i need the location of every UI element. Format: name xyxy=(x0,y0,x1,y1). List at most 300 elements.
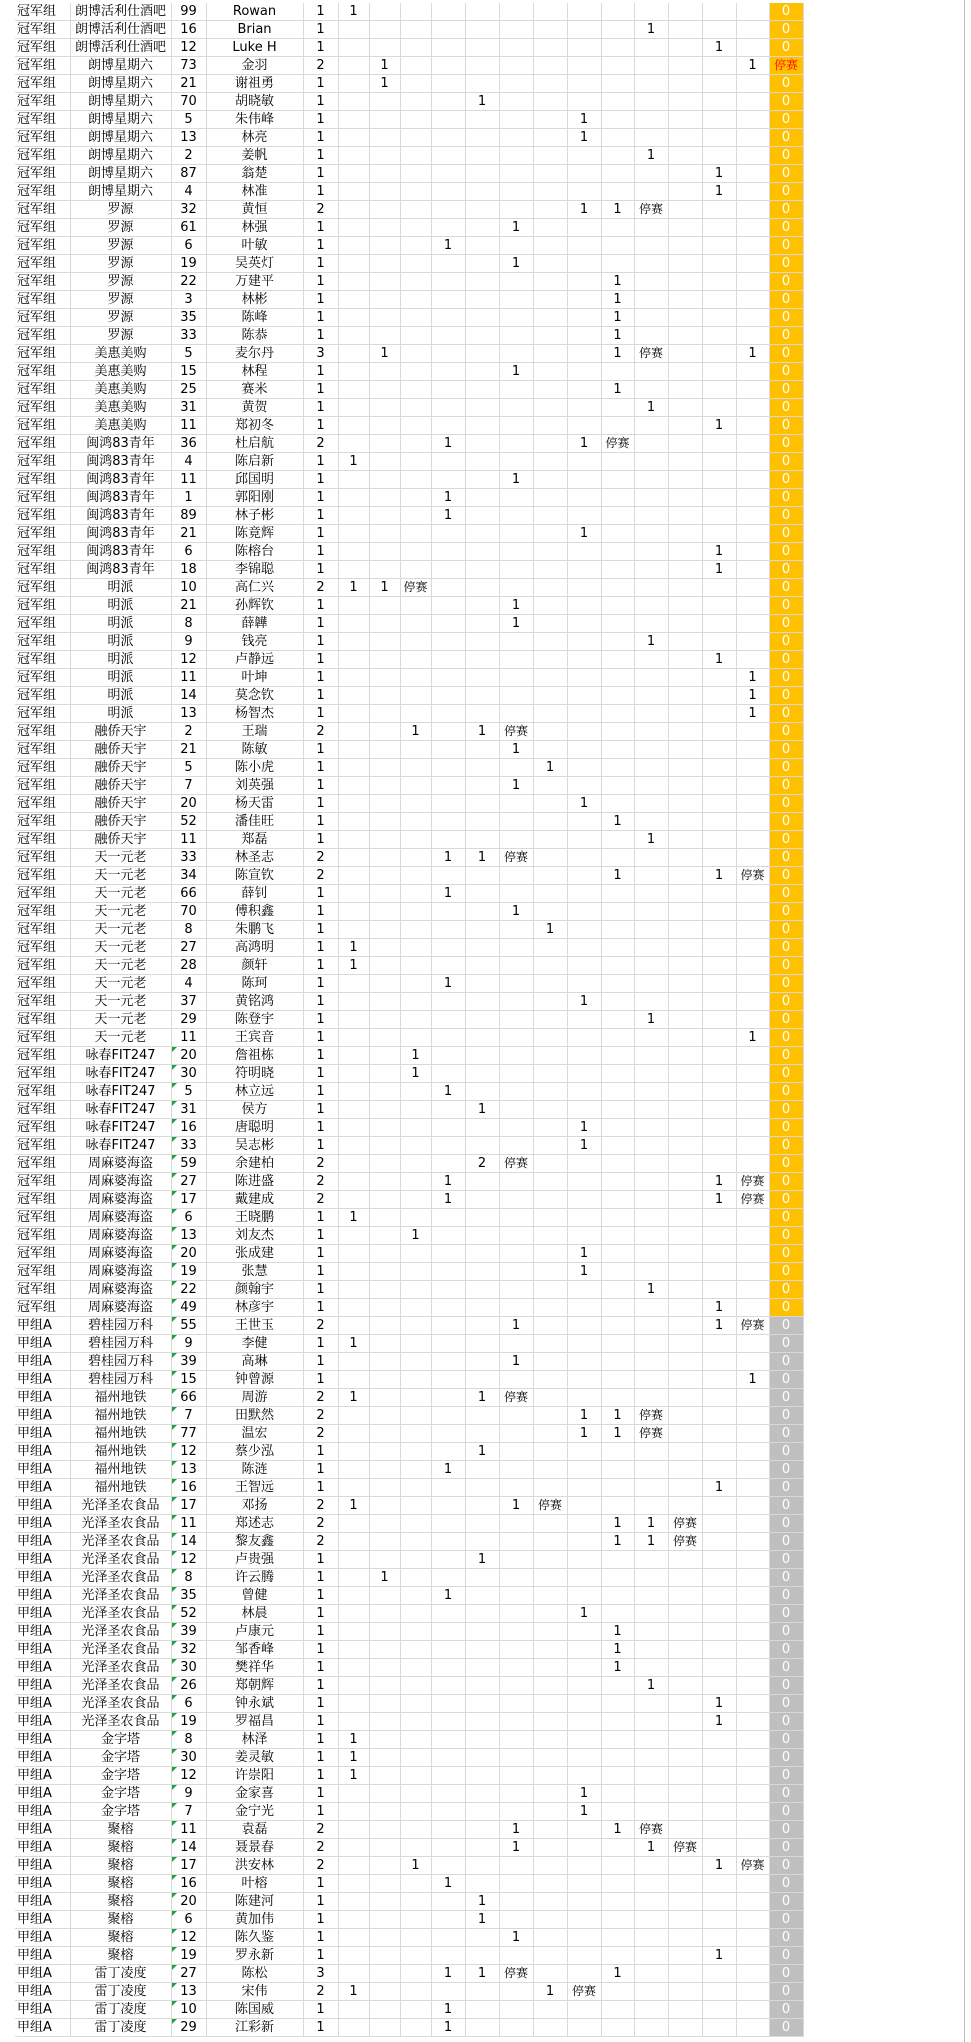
match-cell[interactable] xyxy=(601,939,634,957)
number-cell[interactable]: 21 xyxy=(171,741,206,759)
match-cell[interactable] xyxy=(400,1245,431,1263)
match-cell[interactable] xyxy=(567,471,601,489)
match-cell[interactable] xyxy=(601,1011,634,1029)
match-cell[interactable] xyxy=(736,1353,769,1371)
group-cell[interactable]: 甲组A xyxy=(15,1443,70,1461)
match-cell[interactable] xyxy=(369,1137,400,1155)
team-cell[interactable]: 周麻婆海盗 xyxy=(70,1281,171,1299)
team-cell[interactable]: 闽鸿83青年 xyxy=(70,471,171,489)
match-cell[interactable] xyxy=(431,597,465,615)
match-cell[interactable] xyxy=(369,1605,400,1623)
number-cell[interactable]: 15 xyxy=(171,1371,206,1389)
match-cell[interactable] xyxy=(338,417,369,435)
group-cell[interactable]: 冠军组 xyxy=(15,615,70,633)
match-cell[interactable] xyxy=(736,1497,769,1515)
match-cell[interactable] xyxy=(736,903,769,921)
match-cell[interactable]: 1 xyxy=(702,1947,736,1965)
status-cell[interactable]: 0 xyxy=(769,1929,803,1947)
group-cell[interactable]: 冠军组 xyxy=(15,129,70,147)
match-cell[interactable] xyxy=(736,597,769,615)
status-cell[interactable]: 0 xyxy=(769,903,803,921)
match-cell[interactable] xyxy=(338,1785,369,1803)
match-cell[interactable] xyxy=(634,795,668,813)
number-cell[interactable]: 55 xyxy=(171,1317,206,1335)
match-cell[interactable] xyxy=(668,525,702,543)
match-cell[interactable] xyxy=(338,237,369,255)
match-cell[interactable] xyxy=(499,273,533,291)
match-cell[interactable]: 1 xyxy=(601,1425,634,1443)
match-cell[interactable]: 1 xyxy=(567,129,601,147)
match-cell[interactable] xyxy=(369,1173,400,1191)
match-cell[interactable] xyxy=(668,237,702,255)
match-cell[interactable] xyxy=(431,219,465,237)
match-cell[interactable] xyxy=(533,633,567,651)
match-cell[interactable] xyxy=(736,759,769,777)
team-cell[interactable]: 明派 xyxy=(70,633,171,651)
group-cell[interactable]: 甲组A xyxy=(15,1659,70,1677)
status-cell[interactable]: 0 xyxy=(769,507,803,525)
match-cell[interactable] xyxy=(533,327,567,345)
match-cell[interactable] xyxy=(499,75,533,93)
match-cell[interactable]: 1 xyxy=(465,93,499,111)
match-cell[interactable] xyxy=(736,111,769,129)
match-cell[interactable] xyxy=(702,1605,736,1623)
number-cell[interactable]: 19 xyxy=(171,1263,206,1281)
match-cell[interactable] xyxy=(702,1767,736,1785)
match-cell[interactable] xyxy=(668,1227,702,1245)
match-cell[interactable] xyxy=(465,633,499,651)
match-cell[interactable] xyxy=(400,1965,431,1983)
match-cell[interactable] xyxy=(634,651,668,669)
match-cell[interactable] xyxy=(400,1911,431,1929)
match-cell[interactable] xyxy=(736,2001,769,2019)
match-cell[interactable] xyxy=(567,1569,601,1587)
match-cell[interactable] xyxy=(702,345,736,363)
number-cell[interactable]: 14 xyxy=(171,687,206,705)
match-cell[interactable] xyxy=(634,219,668,237)
match-cell[interactable] xyxy=(465,1083,499,1101)
player-name-cell[interactable]: 林亮 xyxy=(206,129,303,147)
match-cell[interactable]: 1 xyxy=(567,1803,601,1821)
match-cell[interactable] xyxy=(465,1299,499,1317)
match-cell[interactable] xyxy=(465,1839,499,1857)
match-cell[interactable] xyxy=(668,1695,702,1713)
match-cell[interactable] xyxy=(702,1083,736,1101)
match-cell[interactable]: 1 xyxy=(499,1497,533,1515)
number-cell[interactable]: 21 xyxy=(171,525,206,543)
match-cell[interactable] xyxy=(702,723,736,741)
match-cell[interactable] xyxy=(567,669,601,687)
status-cell[interactable]: 0 xyxy=(769,525,803,543)
match-cell[interactable] xyxy=(369,435,400,453)
match-cell[interactable] xyxy=(431,1353,465,1371)
match-cell[interactable] xyxy=(465,1749,499,1767)
match-cell[interactable] xyxy=(702,1155,736,1173)
number-cell[interactable]: 1 xyxy=(171,489,206,507)
match-cell[interactable] xyxy=(702,1101,736,1119)
match-cell[interactable] xyxy=(431,1551,465,1569)
match-cell[interactable] xyxy=(431,1497,465,1515)
match-cell[interactable]: 1 xyxy=(702,39,736,57)
match-cell[interactable] xyxy=(601,21,634,39)
match-cell[interactable] xyxy=(499,579,533,597)
team-cell[interactable]: 金字塔 xyxy=(70,1731,171,1749)
match-cell[interactable] xyxy=(400,1641,431,1659)
match-cell[interactable] xyxy=(431,1947,465,1965)
number-cell[interactable]: 5 xyxy=(171,345,206,363)
number-cell[interactable]: 15 xyxy=(171,363,206,381)
match-cell[interactable] xyxy=(400,597,431,615)
count-cell[interactable]: 2 xyxy=(303,1497,338,1515)
number-cell[interactable]: 22 xyxy=(171,273,206,291)
group-cell[interactable]: 甲组A xyxy=(15,1965,70,1983)
match-cell[interactable] xyxy=(338,1245,369,1263)
match-cell[interactable] xyxy=(668,327,702,345)
match-cell[interactable] xyxy=(400,1209,431,1227)
match-cell[interactable] xyxy=(567,903,601,921)
match-cell[interactable] xyxy=(533,1533,567,1551)
match-cell[interactable] xyxy=(431,57,465,75)
match-cell[interactable] xyxy=(736,291,769,309)
match-cell[interactable] xyxy=(465,1875,499,1893)
match-cell[interactable] xyxy=(431,75,465,93)
match-cell[interactable] xyxy=(369,1353,400,1371)
match-cell[interactable] xyxy=(369,993,400,1011)
match-cell[interactable] xyxy=(736,1407,769,1425)
match-cell[interactable] xyxy=(499,687,533,705)
match-cell[interactable] xyxy=(567,1011,601,1029)
player-name-cell[interactable]: 胡晓敏 xyxy=(206,93,303,111)
count-cell[interactable]: 1 xyxy=(303,129,338,147)
status-cell[interactable]: 0 xyxy=(769,237,803,255)
match-cell[interactable] xyxy=(465,183,499,201)
match-cell[interactable] xyxy=(369,1083,400,1101)
count-cell[interactable]: 2 xyxy=(303,435,338,453)
match-cell[interactable] xyxy=(634,1263,668,1281)
count-cell[interactable]: 1 xyxy=(303,813,338,831)
match-cell[interactable] xyxy=(736,1569,769,1587)
match-cell[interactable] xyxy=(634,237,668,255)
match-cell[interactable] xyxy=(465,777,499,795)
match-cell[interactable] xyxy=(668,417,702,435)
count-cell[interactable]: 1 xyxy=(303,1641,338,1659)
match-cell[interactable] xyxy=(533,111,567,129)
match-cell[interactable] xyxy=(634,1047,668,1065)
match-cell[interactable] xyxy=(668,903,702,921)
match-cell[interactable] xyxy=(736,1389,769,1407)
status-cell[interactable]: 0 xyxy=(769,1857,803,1875)
match-cell[interactable] xyxy=(369,1695,400,1713)
match-cell[interactable] xyxy=(533,183,567,201)
match-cell[interactable] xyxy=(736,1443,769,1461)
match-cell[interactable]: 1 xyxy=(499,1929,533,1947)
status-cell[interactable]: 0 xyxy=(769,1389,803,1407)
match-cell[interactable] xyxy=(338,867,369,885)
match-cell[interactable] xyxy=(702,57,736,75)
number-cell[interactable]: 12 xyxy=(171,39,206,57)
player-name-cell[interactable]: 莫念钦 xyxy=(206,687,303,705)
match-cell[interactable] xyxy=(668,1443,702,1461)
match-cell[interactable]: 1 xyxy=(499,1821,533,1839)
number-cell[interactable]: 14 xyxy=(171,1533,206,1551)
match-cell[interactable] xyxy=(338,1605,369,1623)
match-cell[interactable] xyxy=(431,939,465,957)
match-cell[interactable] xyxy=(736,939,769,957)
match-cell[interactable] xyxy=(533,1893,567,1911)
match-cell[interactable] xyxy=(702,201,736,219)
group-cell[interactable]: 冠军组 xyxy=(15,1209,70,1227)
match-cell[interactable] xyxy=(465,345,499,363)
status-cell[interactable]: 0 xyxy=(769,813,803,831)
player-name-cell[interactable]: 杜启航 xyxy=(206,435,303,453)
match-cell[interactable] xyxy=(499,1281,533,1299)
team-cell[interactable]: 明派 xyxy=(70,579,171,597)
match-cell[interactable] xyxy=(601,777,634,795)
match-cell[interactable]: 1 xyxy=(567,993,601,1011)
match-cell[interactable] xyxy=(338,525,369,543)
match-cell[interactable] xyxy=(431,1857,465,1875)
count-cell[interactable]: 1 xyxy=(303,183,338,201)
match-cell[interactable]: 1 xyxy=(465,1389,499,1407)
match-cell[interactable] xyxy=(533,1515,567,1533)
match-cell[interactable] xyxy=(400,1119,431,1137)
match-cell[interactable] xyxy=(338,1047,369,1065)
player-name-cell[interactable]: 林泽 xyxy=(206,1731,303,1749)
status-cell[interactable]: 0 xyxy=(769,1893,803,1911)
team-cell[interactable]: 明派 xyxy=(70,669,171,687)
group-cell[interactable]: 冠军组 xyxy=(15,687,70,705)
match-cell[interactable] xyxy=(634,1191,668,1209)
status-cell[interactable]: 0 xyxy=(769,1011,803,1029)
match-cell[interactable] xyxy=(567,1857,601,1875)
match-cell[interactable] xyxy=(369,273,400,291)
match-cell[interactable] xyxy=(736,1785,769,1803)
match-cell[interactable] xyxy=(400,1551,431,1569)
match-cell[interactable] xyxy=(499,813,533,831)
match-cell[interactable] xyxy=(634,885,668,903)
match-cell[interactable] xyxy=(431,363,465,381)
match-cell[interactable] xyxy=(338,1677,369,1695)
match-cell[interactable] xyxy=(400,129,431,147)
match-cell[interactable]: 1 xyxy=(634,1533,668,1551)
match-cell[interactable] xyxy=(567,345,601,363)
group-cell[interactable]: 冠军组 xyxy=(15,3,70,21)
match-cell[interactable] xyxy=(499,1515,533,1533)
count-cell[interactable]: 1 xyxy=(303,1101,338,1119)
match-cell[interactable]: 1 xyxy=(702,1173,736,1191)
team-cell[interactable]: 罗源 xyxy=(70,219,171,237)
match-cell[interactable] xyxy=(369,561,400,579)
match-cell[interactable] xyxy=(601,471,634,489)
match-cell[interactable] xyxy=(400,3,431,21)
match-cell[interactable] xyxy=(400,921,431,939)
match-cell[interactable] xyxy=(702,525,736,543)
number-cell[interactable]: 66 xyxy=(171,1389,206,1407)
count-cell[interactable]: 1 xyxy=(303,1713,338,1731)
match-cell[interactable] xyxy=(369,1407,400,1425)
match-cell[interactable] xyxy=(736,1047,769,1065)
match-cell[interactable] xyxy=(533,453,567,471)
match-cell[interactable] xyxy=(533,1713,567,1731)
status-cell[interactable]: 0 xyxy=(769,1227,803,1245)
match-cell[interactable] xyxy=(567,1353,601,1371)
match-cell[interactable] xyxy=(431,1137,465,1155)
match-cell[interactable] xyxy=(400,1101,431,1119)
match-cell[interactable]: 1 xyxy=(601,1407,634,1425)
match-cell[interactable] xyxy=(736,1875,769,1893)
match-cell[interactable] xyxy=(338,75,369,93)
player-name-cell[interactable]: 刘英强 xyxy=(206,777,303,795)
team-cell[interactable]: 明派 xyxy=(70,651,171,669)
match-cell[interactable] xyxy=(369,1731,400,1749)
match-cell[interactable] xyxy=(634,975,668,993)
team-cell[interactable]: 雷丁凌度 xyxy=(70,1965,171,1983)
match-cell[interactable] xyxy=(736,1911,769,1929)
team-cell[interactable]: 朗博星期六 xyxy=(70,57,171,75)
match-cell[interactable] xyxy=(634,849,668,867)
status-cell[interactable]: 0 xyxy=(769,1713,803,1731)
match-cell[interactable] xyxy=(400,849,431,867)
match-cell[interactable] xyxy=(668,435,702,453)
match-cell[interactable] xyxy=(702,237,736,255)
status-cell[interactable]: 0 xyxy=(769,489,803,507)
match-cell[interactable] xyxy=(668,1965,702,1983)
match-cell[interactable] xyxy=(431,993,465,1011)
match-cell[interactable] xyxy=(338,561,369,579)
match-cell[interactable] xyxy=(431,201,465,219)
match-cell[interactable] xyxy=(567,183,601,201)
match-cell[interactable] xyxy=(369,1317,400,1335)
player-name-cell[interactable]: 叶敏 xyxy=(206,237,303,255)
number-cell[interactable]: 11 xyxy=(171,1029,206,1047)
match-cell[interactable] xyxy=(369,525,400,543)
match-cell[interactable] xyxy=(499,489,533,507)
match-cell[interactable] xyxy=(465,1947,499,1965)
match-cell[interactable] xyxy=(567,543,601,561)
count-cell[interactable]: 1 xyxy=(303,921,338,939)
match-cell[interactable] xyxy=(465,1641,499,1659)
match-cell[interactable] xyxy=(369,1209,400,1227)
match-cell[interactable]: 1 xyxy=(431,849,465,867)
team-cell[interactable]: 咏春FIT247 xyxy=(70,1137,171,1155)
match-cell[interactable] xyxy=(702,939,736,957)
match-cell[interactable] xyxy=(431,795,465,813)
match-cell[interactable] xyxy=(499,1983,533,2001)
team-cell[interactable]: 雷丁凌度 xyxy=(70,2019,171,2037)
match-cell[interactable] xyxy=(634,1731,668,1749)
player-name-cell[interactable]: 王晓鹏 xyxy=(206,1209,303,1227)
group-cell[interactable]: 甲组A xyxy=(15,1839,70,1857)
match-cell[interactable] xyxy=(499,93,533,111)
match-cell[interactable] xyxy=(736,1119,769,1137)
match-cell[interactable] xyxy=(601,1767,634,1785)
match-cell[interactable] xyxy=(601,219,634,237)
match-cell[interactable] xyxy=(499,525,533,543)
match-cell[interactable] xyxy=(499,1677,533,1695)
match-cell[interactable] xyxy=(369,975,400,993)
group-cell[interactable]: 甲组A xyxy=(15,1713,70,1731)
match-cell[interactable] xyxy=(601,417,634,435)
match-cell[interactable]: 1 xyxy=(634,831,668,849)
group-cell[interactable]: 甲组A xyxy=(15,1515,70,1533)
count-cell[interactable]: 2 xyxy=(303,1983,338,2001)
match-cell[interactable]: 1 xyxy=(431,435,465,453)
match-cell[interactable] xyxy=(400,1281,431,1299)
match-cell[interactable] xyxy=(567,1515,601,1533)
group-cell[interactable]: 甲组A xyxy=(15,1731,70,1749)
match-cell[interactable]: 1 xyxy=(499,255,533,273)
match-cell[interactable] xyxy=(533,1101,567,1119)
match-cell[interactable] xyxy=(338,651,369,669)
match-cell[interactable] xyxy=(567,1965,601,1983)
match-cell[interactable] xyxy=(369,201,400,219)
match-cell[interactable]: 1 xyxy=(338,3,369,21)
match-cell[interactable] xyxy=(431,615,465,633)
count-cell[interactable]: 1 xyxy=(303,489,338,507)
match-cell[interactable]: 1 xyxy=(601,1641,634,1659)
match-cell[interactable] xyxy=(533,1353,567,1371)
count-cell[interactable]: 1 xyxy=(303,291,338,309)
match-cell[interactable] xyxy=(533,741,567,759)
match-cell[interactable] xyxy=(736,1821,769,1839)
player-name-cell[interactable]: 陈建河 xyxy=(206,1893,303,1911)
match-cell[interactable] xyxy=(668,543,702,561)
status-cell[interactable]: 0 xyxy=(769,867,803,885)
match-cell[interactable] xyxy=(601,363,634,381)
match-cell[interactable]: 1 xyxy=(567,1263,601,1281)
match-cell[interactable] xyxy=(369,1533,400,1551)
match-cell[interactable]: 1 xyxy=(601,1515,634,1533)
match-cell[interactable] xyxy=(369,1335,400,1353)
match-cell[interactable] xyxy=(601,1047,634,1065)
team-cell[interactable]: 光泽圣农食品 xyxy=(70,1497,171,1515)
match-cell[interactable] xyxy=(736,1335,769,1353)
match-cell[interactable] xyxy=(369,21,400,39)
match-cell[interactable] xyxy=(668,633,702,651)
status-cell[interactable]: 0 xyxy=(769,435,803,453)
match-cell[interactable] xyxy=(567,255,601,273)
match-cell[interactable] xyxy=(465,363,499,381)
match-cell[interactable] xyxy=(634,1137,668,1155)
match-cell[interactable] xyxy=(668,669,702,687)
match-cell[interactable] xyxy=(369,867,400,885)
match-cell[interactable] xyxy=(338,831,369,849)
match-cell[interactable] xyxy=(567,759,601,777)
match-cell[interactable] xyxy=(567,327,601,345)
match-cell[interactable] xyxy=(465,219,499,237)
match-cell[interactable] xyxy=(338,111,369,129)
match-cell[interactable] xyxy=(702,687,736,705)
match-cell[interactable]: 1 xyxy=(338,1731,369,1749)
match-cell[interactable] xyxy=(668,759,702,777)
match-cell[interactable] xyxy=(634,1317,668,1335)
match-cell[interactable]: 1 xyxy=(601,381,634,399)
match-cell[interactable] xyxy=(668,975,702,993)
match-cell[interactable] xyxy=(736,255,769,273)
match-cell[interactable]: 1 xyxy=(601,867,634,885)
match-cell[interactable] xyxy=(499,1623,533,1641)
number-cell[interactable]: 13 xyxy=(171,1983,206,2001)
number-cell[interactable]: 73 xyxy=(171,57,206,75)
match-cell[interactable] xyxy=(668,1461,702,1479)
match-cell[interactable] xyxy=(601,597,634,615)
match-cell[interactable] xyxy=(567,939,601,957)
number-cell[interactable]: 11 xyxy=(171,471,206,489)
match-cell[interactable] xyxy=(338,1875,369,1893)
match-cell[interactable] xyxy=(567,1713,601,1731)
count-cell[interactable]: 1 xyxy=(303,669,338,687)
number-cell[interactable]: 26 xyxy=(171,1677,206,1695)
